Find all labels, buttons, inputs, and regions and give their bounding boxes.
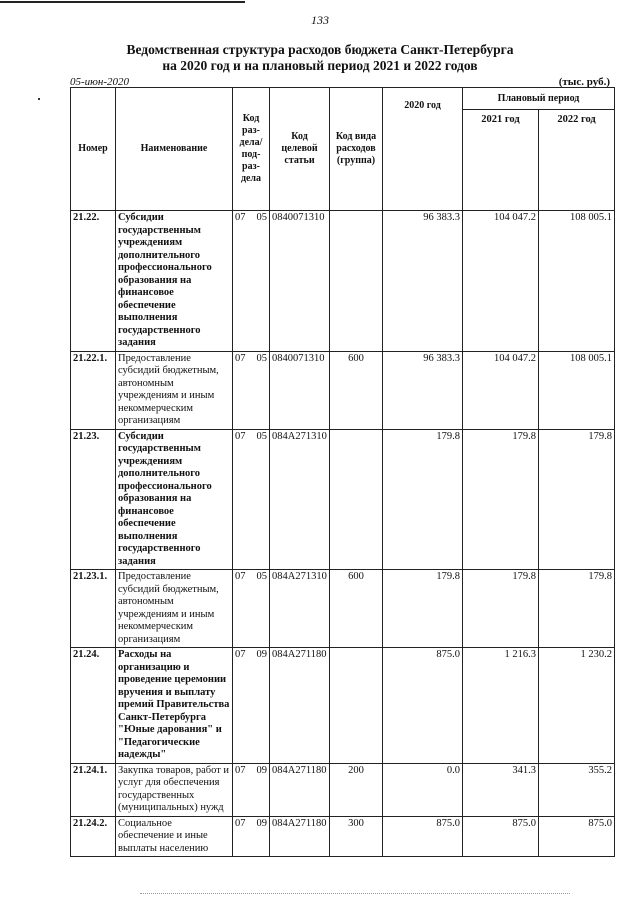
table-row <box>71 429 615 570</box>
header-2022: 2022 год <box>539 110 615 211</box>
row-value-2020: 96 383.3 <box>383 211 463 352</box>
row-expense-type <box>330 429 383 570</box>
header-number: Номер <box>71 88 116 211</box>
row-expense-type: 600 <box>330 351 383 429</box>
row-razdel: 07 <box>235 764 246 776</box>
page-bottom-noise <box>140 893 570 900</box>
row-target-code: 084A271180 <box>270 763 330 816</box>
row-name: Закупка товаров, работ и услуг для обеспечения государственных (муниципальных) нужд <box>116 763 233 816</box>
table-row <box>71 763 615 816</box>
row-value-2020: 875.0 <box>383 816 463 857</box>
row-section-code <box>233 211 270 352</box>
row-expense-type: 600 <box>330 570 383 648</box>
row-value-2020: 96 383.3 <box>383 351 463 429</box>
row-razdel: 07 <box>235 649 246 660</box>
budget-table <box>70 87 615 857</box>
row-value-2021: 341.3 <box>463 763 539 816</box>
row-target-code: 084A271310 <box>270 570 330 648</box>
row-name: Предоставление субсидий бюджетным, автономным учреждениям и иным некоммерческим организациям <box>116 570 233 648</box>
page-number: 133 <box>311 13 329 27</box>
row-value-2022: 179.8 <box>539 429 615 570</box>
row-podrazdel: 05 <box>256 571 267 582</box>
row-podrazdel: 09 <box>256 649 267 660</box>
row-expense-type <box>330 211 383 352</box>
table-row <box>71 816 615 857</box>
header-2020: 2020 год <box>383 88 463 211</box>
row-name: Расходы на организацию и проведение церемонии вручения и выплату премий Правительства Санкт-Петербурга "Юные дарования" и "Педагогические надежды" <box>116 648 233 764</box>
table-row <box>71 211 615 352</box>
row-number: 21.24. <box>71 648 116 764</box>
title-line-2: на 2020 год и на плановый период 2021 и 2022 годов <box>162 58 478 73</box>
header-expense-type: Код вида расходов (группа) <box>330 88 383 211</box>
row-podrazdel: 05 <box>256 352 267 364</box>
row-razdel: 07 <box>235 571 246 582</box>
table-body <box>71 211 615 857</box>
table-row <box>71 351 615 429</box>
row-razdel: 07 <box>235 817 246 829</box>
row-name: Предоставление субсидий бюджетным, автономным учреждениям и иным некоммерческим организациям <box>116 351 233 429</box>
row-value-2021: 179.8 <box>463 429 539 570</box>
row-name: Субсидии государственным учреждениям дополнительного профессионального образования на финансовое обеспечение выполнения государственного задания <box>116 211 233 352</box>
document-date: 05-июн-2020 <box>70 76 130 88</box>
row-podrazdel: 09 <box>256 817 267 829</box>
document-title <box>0 42 640 74</box>
row-podrazdel: 05 <box>256 430 267 442</box>
units-label: (тыс. руб.) <box>558 76 610 88</box>
row-value-2020: 875.0 <box>383 648 463 764</box>
row-value-2022: 1 230.2 <box>539 648 615 764</box>
table-row <box>71 570 615 648</box>
row-razdel: 07 <box>235 352 246 364</box>
row-value-2022: 108 005.1 <box>539 211 615 352</box>
row-target-code: 084A271180 <box>270 816 330 857</box>
top-rule <box>0 1 245 3</box>
row-value-2020: 0.0 <box>383 763 463 816</box>
row-value-2022: 875.0 <box>539 816 615 857</box>
row-number: 21.22. <box>71 211 116 352</box>
row-value-2020: 179.8 <box>383 570 463 648</box>
row-number: 21.23. <box>71 429 116 570</box>
row-value-2022: 108 005.1 <box>539 351 615 429</box>
row-podrazdel: 05 <box>256 212 267 223</box>
row-number: 21.24.1. <box>71 763 116 816</box>
row-target-code: 0840071310 <box>270 351 330 429</box>
row-value-2021: 1 216.3 <box>463 648 539 764</box>
row-number: 21.22.1. <box>71 351 116 429</box>
row-section-code <box>233 763 270 816</box>
row-target-code: 084A271310 <box>270 429 330 570</box>
row-expense-type <box>330 648 383 764</box>
row-number: 21.24.2. <box>71 816 116 857</box>
row-number: 21.23.1. <box>71 570 116 648</box>
row-section-code <box>233 816 270 857</box>
header-name: Наименование <box>116 88 233 211</box>
row-value-2021: 104 047.2 <box>463 211 539 352</box>
header-target: Код целевой статьи <box>270 88 330 211</box>
header-2021: 2021 год <box>463 110 539 211</box>
row-expense-type: 300 <box>330 816 383 857</box>
row-target-code: 084A271180 <box>270 648 330 764</box>
title-line-1: Ведомственная структура расходов бюджета Санкт-Петербурга <box>126 42 514 57</box>
row-section-code <box>233 570 270 648</box>
row-name: Социальное обеспечение и иные выплаты населению <box>116 816 233 857</box>
table-row <box>71 648 615 764</box>
row-podrazdel: 09 <box>256 764 267 776</box>
header-section: Код раз-дела/ под-раз-дела <box>233 88 270 211</box>
row-value-2021: 875.0 <box>463 816 539 857</box>
row-value-2021: 104 047.2 <box>463 351 539 429</box>
row-name: Субсидии государственным учреждениям дополнительного профессионального образования на финансовое обеспечение выполнения государственного задания <box>116 429 233 570</box>
row-section-code <box>233 429 270 570</box>
row-expense-type: 200 <box>330 763 383 816</box>
row-value-2022: 179.8 <box>539 570 615 648</box>
row-section-code <box>233 648 270 764</box>
header-planned-period: Плановый период <box>463 88 615 110</box>
row-target-code: 0840071310 <box>270 211 330 352</box>
row-value-2020: 179.8 <box>383 429 463 570</box>
row-value-2021: 179.8 <box>463 570 539 648</box>
row-razdel: 07 <box>235 430 246 442</box>
row-section-code <box>233 351 270 429</box>
margin-mark <box>38 98 40 100</box>
row-razdel: 07 <box>235 212 246 223</box>
row-value-2022: 355.2 <box>539 763 615 816</box>
